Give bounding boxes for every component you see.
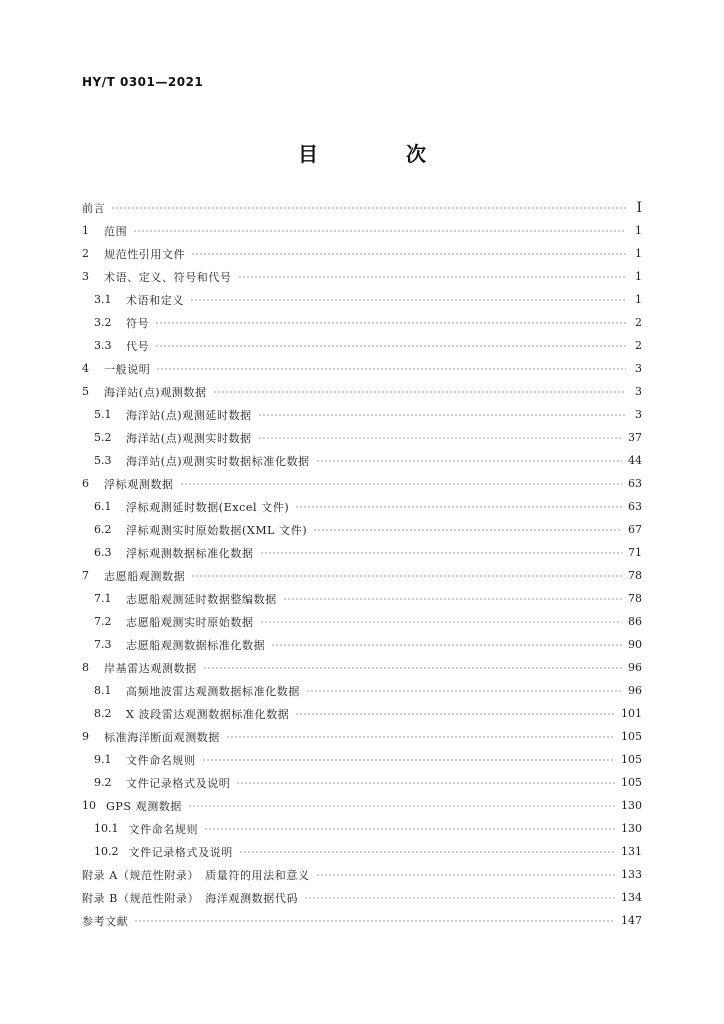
toc-entry-title: 志愿船观测数据 <box>104 569 186 583</box>
toc-leader-dots <box>258 434 622 442</box>
toc-entry-title: 岸基雷达观测数据 <box>104 661 197 675</box>
toc-leader-dots <box>304 894 615 902</box>
toc-entry[interactable] <box>82 472 642 495</box>
toc-entry[interactable] <box>82 610 642 633</box>
toc-entry[interactable] <box>82 564 642 587</box>
toc-entry[interactable] <box>82 702 642 725</box>
toc-entry-title: 符号 <box>126 316 150 330</box>
toc-entry-number: 6.2 <box>94 523 112 536</box>
toc-entry-page: 3 <box>635 408 642 421</box>
toc-entry-number: 5.1 <box>94 408 112 421</box>
toc-entry[interactable] <box>82 495 642 518</box>
toc-leader-dots <box>213 388 626 396</box>
toc-entry-page: 86 <box>628 615 642 628</box>
page-title: 目 次 <box>298 142 460 166</box>
toc-entry-page: 1 <box>635 270 642 283</box>
toc-entry-title: GPS 观测数据 <box>106 799 183 813</box>
toc-leader-dots <box>271 641 622 649</box>
table-of-contents <box>82 196 642 932</box>
toc-leader-dots <box>134 917 615 925</box>
toc-entry-page: 105 <box>621 776 642 789</box>
toc-entry-number: 7.1 <box>94 592 112 605</box>
toc-leader-dots <box>306 687 622 695</box>
toc-entry-title: 海洋站(点)观测实时数据 <box>126 431 252 445</box>
toc-leader-dots <box>260 618 622 626</box>
toc-entry-page: 3 <box>635 385 642 398</box>
toc-entry-number: 5.3 <box>94 454 112 467</box>
toc-leader-dots <box>239 848 615 856</box>
toc-entry-number: 10 <box>82 799 96 812</box>
toc-leader-dots <box>133 227 626 235</box>
toc-leader-dots <box>283 595 622 603</box>
toc-entry-title: 海洋站(点)观测实时数据标准化数据 <box>126 454 310 468</box>
toc-entry-number: 4 <box>82 362 89 375</box>
toc-entry-number: 1 <box>82 224 89 237</box>
toc-entry-title: 规范性引用文件 <box>104 247 186 261</box>
toc-entry-title: 术语和定义 <box>126 293 184 307</box>
toc-entry-number: 6 <box>82 477 89 490</box>
toc-entry-page: 96 <box>628 684 642 697</box>
toc-entry-page: 37 <box>628 431 642 444</box>
toc-entry-page: 78 <box>628 592 642 605</box>
toc-leader-dots <box>316 871 615 879</box>
toc-leader-dots <box>155 319 626 327</box>
toc-entry[interactable] <box>82 403 642 426</box>
toc-entry[interactable] <box>82 357 642 380</box>
toc-entry-number: 7 <box>82 569 89 582</box>
toc-entry-page: 1 <box>635 247 642 260</box>
toc-leader-dots <box>316 457 622 465</box>
toc-entry-page: 90 <box>628 638 642 651</box>
toc-entry-title: 浮标观测数据标准化数据 <box>126 546 254 560</box>
toc-leader-dots <box>238 273 626 281</box>
toc-entry[interactable] <box>82 426 642 449</box>
toc-leader-dots <box>236 779 615 787</box>
toc-leader-dots <box>156 365 626 373</box>
toc-entry-page: 133 <box>621 868 642 881</box>
toc-entry[interactable] <box>82 265 642 288</box>
toc-entry[interactable] <box>82 334 642 357</box>
toc-entry-title: 文件记录格式及说明 <box>128 845 233 859</box>
toc-entry[interactable] <box>82 380 642 403</box>
toc-entry-page: 147 <box>621 914 642 927</box>
toc-entry[interactable] <box>82 219 642 242</box>
toc-entry[interactable] <box>82 449 642 472</box>
toc-entry-title: 代号 <box>126 339 150 353</box>
toc-entry-title: 范围 <box>104 224 128 238</box>
toc-leader-dots <box>202 756 615 764</box>
toc-entry-title: 海洋站(点)观测延时数据 <box>126 408 252 422</box>
toc-entry-title: 志愿船观测延时数据整编数据 <box>126 592 277 606</box>
toc-leader-dots <box>295 710 615 718</box>
toc-entry-number: 10.2 <box>94 845 119 858</box>
toc-entry[interactable] <box>82 748 642 771</box>
toc-entry[interactable] <box>82 587 642 610</box>
toc-entry-page: 2 <box>635 339 642 352</box>
toc-entry-number: 5.2 <box>94 431 112 444</box>
toc-entry-page: 63 <box>628 477 642 490</box>
toc-entry-page: I <box>636 199 642 216</box>
toc-entry-number: 3.1 <box>94 293 112 306</box>
toc-entry-title: 一般说明 <box>104 362 151 376</box>
toc-leader-dots <box>258 411 626 419</box>
toc-entry[interactable] <box>82 633 642 656</box>
toc-entry-page: 63 <box>628 500 642 513</box>
toc-entry-page: 96 <box>628 661 642 674</box>
toc-entry-page: 2 <box>635 316 642 329</box>
toc-leader-dots <box>190 296 626 304</box>
toc-entry-number: 3 <box>82 270 89 283</box>
toc-entry[interactable] <box>82 817 642 840</box>
toc-entry[interactable] <box>82 909 642 932</box>
toc-entry[interactable] <box>82 771 642 794</box>
toc-leader-dots <box>313 526 622 534</box>
toc-leader-dots <box>191 572 622 580</box>
toc-entry[interactable] <box>82 518 642 541</box>
toc-entry-title: 参考文献 <box>82 914 129 928</box>
toc-entry-number: 2 <box>82 247 89 260</box>
toc-entry-page: 78 <box>628 569 642 582</box>
toc-leader-dots <box>188 802 615 810</box>
toc-entry-title: 浮标观测实时原始数据(XML 文件) <box>126 523 308 537</box>
document-id: HY/T 0301—2021 <box>82 75 204 89</box>
toc-entry-page: 105 <box>621 753 642 766</box>
toc-leader-dots <box>226 733 615 741</box>
toc-entry-number: 3.2 <box>94 316 112 329</box>
toc-entry-page: 67 <box>628 523 642 536</box>
toc-entry-number: 8.2 <box>94 707 112 720</box>
toc-entry-title: 高频地波雷达观测数据标准化数据 <box>126 684 300 698</box>
toc-entry-number: 3.3 <box>94 339 112 352</box>
toc-entry-number: 10.1 <box>94 822 119 835</box>
toc-leader-dots <box>180 480 622 488</box>
toc-leader-dots <box>203 664 622 672</box>
toc-entry-title: 文件命名规则 <box>128 822 199 836</box>
toc-entry-title: 附录 A（规范性附录） 质量符的用法和意义 <box>82 868 310 882</box>
toc-entry-title: 志愿船观测数据标准化数据 <box>126 638 266 652</box>
toc-entry-number: 8.1 <box>94 684 112 697</box>
toc-entry-number: 8 <box>82 661 89 674</box>
toc-entry[interactable] <box>82 288 642 311</box>
toc-leader-dots <box>204 825 615 833</box>
toc-entry-number: 6.3 <box>94 546 112 559</box>
toc-entry-title: 文件命名规则 <box>126 753 196 767</box>
toc-entry-page: 101 <box>621 707 642 720</box>
toc-entry-title: 术语、定义、符号和代号 <box>104 270 232 284</box>
toc-entry-page: 130 <box>621 799 642 812</box>
toc-entry-number: 9.2 <box>94 776 112 789</box>
toc-entry-title: 标准海洋断面观测数据 <box>104 730 220 744</box>
toc-entry[interactable] <box>82 541 642 564</box>
toc-entry[interactable] <box>82 196 642 219</box>
toc-entry-page: 130 <box>621 822 642 835</box>
toc-entry[interactable] <box>82 656 642 679</box>
toc-leader-dots <box>260 549 622 557</box>
toc-entry[interactable] <box>82 679 642 702</box>
toc-entry-title: 海洋站(点)观测数据 <box>104 385 207 399</box>
toc-leader-dots <box>191 250 626 258</box>
toc-entry[interactable] <box>82 886 642 909</box>
toc-entry-title: 浮标观测延时数据(Excel 文件) <box>126 500 290 514</box>
toc-entry-title: 志愿船观测实时原始数据 <box>126 615 254 629</box>
toc-entry-page: 44 <box>628 454 642 467</box>
toc-entry[interactable] <box>82 794 642 817</box>
toc-entry-title: 文件记录格式及说明 <box>126 776 231 790</box>
toc-entry-number: 7.3 <box>94 638 112 651</box>
toc-entry-page: 134 <box>621 891 642 904</box>
toc-entry-page: 131 <box>621 845 642 858</box>
toc-entry[interactable] <box>82 311 642 334</box>
toc-entry-page: 71 <box>628 546 642 559</box>
toc-entry-title: X 波段雷达观测数据标准化数据 <box>126 707 290 721</box>
toc-entry-number: 5 <box>82 385 89 398</box>
toc-entry[interactable] <box>82 863 642 886</box>
toc-entry[interactable] <box>82 840 642 863</box>
toc-entry[interactable] <box>82 725 642 748</box>
toc-entry[interactable] <box>82 242 642 265</box>
toc-entry-page: 3 <box>635 362 642 375</box>
toc-entry-number: 7.2 <box>94 615 112 628</box>
toc-entry-title: 附录 B（规范性附录） 海洋观测数据代码 <box>82 891 299 905</box>
toc-entry-title: 前言 <box>82 201 106 215</box>
toc-entry-page: 105 <box>621 730 642 743</box>
toc-leader-dots <box>295 503 622 511</box>
toc-entry-title: 浮标观测数据 <box>104 477 174 491</box>
toc-entry-number: 9 <box>82 730 89 743</box>
toc-entry-number: 9.1 <box>94 753 112 766</box>
toc-leader-dots <box>111 204 626 212</box>
toc-entry-number: 6.1 <box>94 500 112 513</box>
toc-entry-page: 1 <box>635 293 642 306</box>
toc-leader-dots <box>155 342 626 350</box>
toc-entry-page: 1 <box>635 224 642 237</box>
